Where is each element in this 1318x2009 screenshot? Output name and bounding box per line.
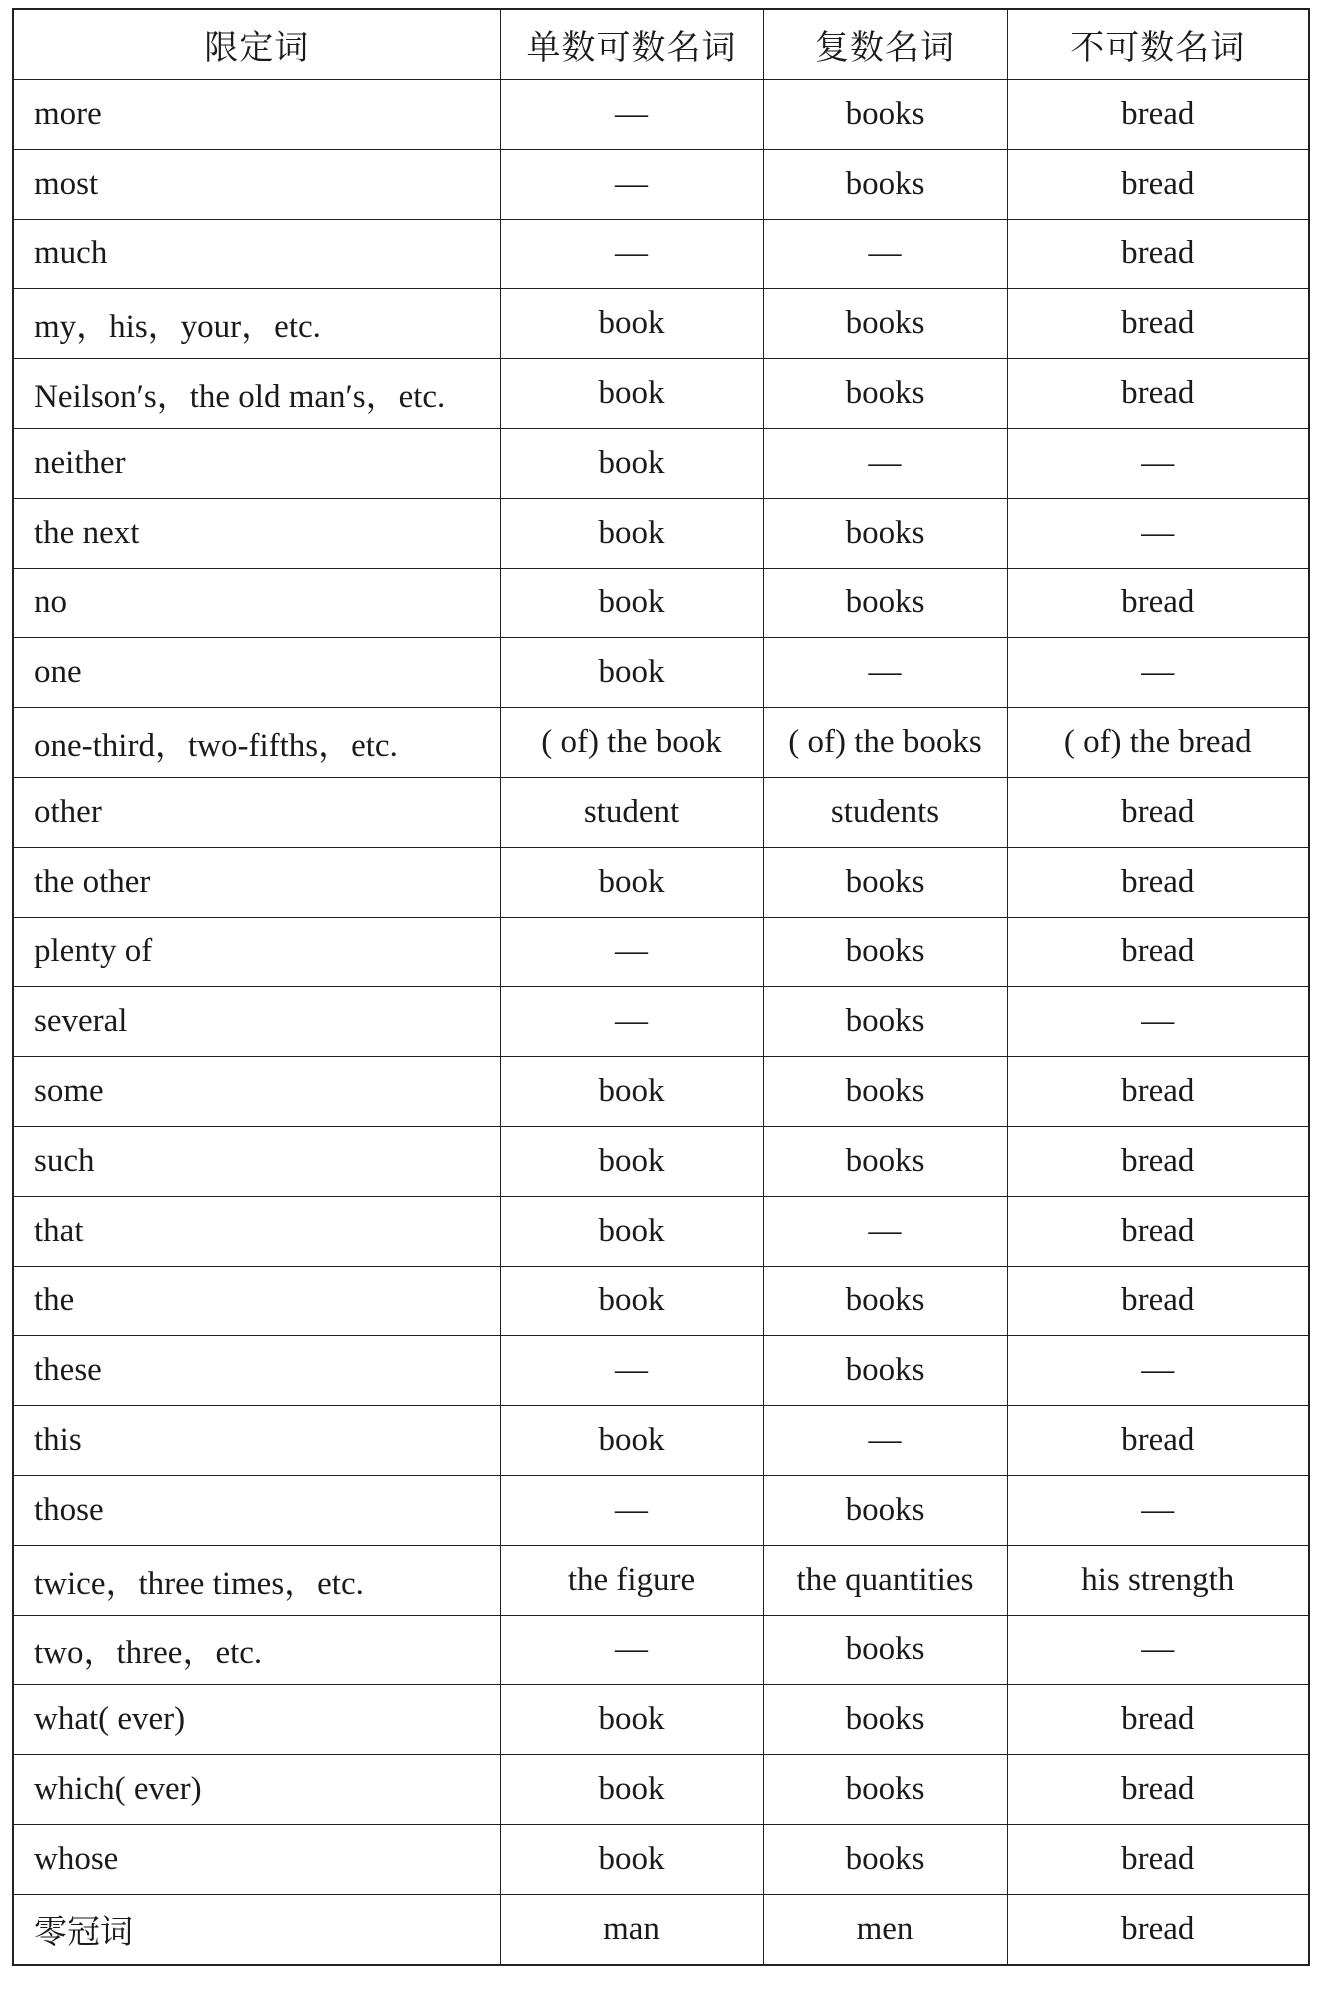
table-row — [13, 917, 1309, 987]
cell-plural: books — [763, 847, 1007, 917]
cell-plural: books — [763, 1475, 1007, 1545]
cell-uncountable: bread — [1007, 777, 1309, 847]
cell-uncountable: bread — [1007, 1126, 1309, 1196]
cell-determiner: plenty of — [13, 917, 500, 987]
table-row — [13, 777, 1309, 847]
cell-singular-countable: man — [500, 1894, 763, 1964]
cell-singular-countable: — — [500, 1615, 763, 1685]
cell-determiner: those — [13, 1475, 500, 1545]
cell-determiner: the other — [13, 847, 500, 917]
determiner-table-container — [12, 8, 1308, 1966]
cell-determiner: most — [13, 149, 500, 219]
cell-singular-countable: book — [500, 1266, 763, 1336]
cell-singular-countable: student — [500, 777, 763, 847]
table-row — [13, 1545, 1309, 1615]
cell-uncountable: bread — [1007, 149, 1309, 219]
header-singular-countable: 单数可数名词 — [500, 9, 763, 80]
cell-uncountable: bread — [1007, 1685, 1309, 1755]
header-determiner: 限定词 — [13, 9, 500, 80]
cell-plural: men — [763, 1894, 1007, 1964]
cell-determiner: several — [13, 987, 500, 1057]
cell-singular-countable: — — [500, 917, 763, 987]
cell-uncountable: bread — [1007, 1266, 1309, 1336]
table-header — [13, 9, 1309, 80]
cell-plural: books — [763, 1126, 1007, 1196]
cell-determiner: some — [13, 1057, 500, 1127]
table-row — [13, 1057, 1309, 1127]
cell-determiner: the — [13, 1266, 500, 1336]
cell-singular-countable: — — [500, 80, 763, 150]
cell-determiner: two，three，etc. — [13, 1615, 500, 1685]
cell-singular-countable: the figure — [500, 1545, 763, 1615]
table-row — [13, 1824, 1309, 1894]
cell-singular-countable: book — [500, 359, 763, 429]
cell-singular-countable: book — [500, 1406, 763, 1476]
cell-singular-countable: book — [500, 1057, 763, 1127]
cell-uncountable: his strength — [1007, 1545, 1309, 1615]
cell-singular-countable: book — [500, 428, 763, 498]
cell-determiner: which( ever) — [13, 1755, 500, 1825]
table-row — [13, 987, 1309, 1057]
cell-uncountable: — — [1007, 638, 1309, 708]
cell-plural: books — [763, 289, 1007, 359]
table-row — [13, 289, 1309, 359]
cell-uncountable: bread — [1007, 359, 1309, 429]
cell-singular-countable: — — [500, 149, 763, 219]
table-row — [13, 708, 1309, 778]
cell-determiner: more — [13, 80, 500, 150]
cell-plural: books — [763, 1336, 1007, 1406]
table-row — [13, 1894, 1309, 1964]
cell-plural: books — [763, 1685, 1007, 1755]
cell-plural: books — [763, 149, 1007, 219]
cell-plural: books — [763, 568, 1007, 638]
cell-determiner: my，his，your，etc. — [13, 289, 500, 359]
cell-plural: books — [763, 987, 1007, 1057]
cell-uncountable: bread — [1007, 289, 1309, 359]
cell-determiner: these — [13, 1336, 500, 1406]
table-row — [13, 1196, 1309, 1266]
cell-plural: — — [763, 638, 1007, 708]
cell-uncountable: bread — [1007, 219, 1309, 289]
table-row — [13, 498, 1309, 568]
table-row — [13, 80, 1309, 150]
cell-plural: books — [763, 1266, 1007, 1336]
cell-determiner: what( ever) — [13, 1685, 500, 1755]
table-row — [13, 638, 1309, 708]
cell-uncountable: bread — [1007, 917, 1309, 987]
cell-uncountable: bread — [1007, 847, 1309, 917]
table-row — [13, 1266, 1309, 1336]
table-row — [13, 149, 1309, 219]
cell-plural: books — [763, 1615, 1007, 1685]
cell-plural: books — [763, 359, 1007, 429]
table-row — [13, 1615, 1309, 1685]
cell-uncountable: — — [1007, 1475, 1309, 1545]
header-row — [13, 9, 1309, 80]
cell-singular-countable: ( of) the book — [500, 708, 763, 778]
cell-determiner: much — [13, 219, 500, 289]
cell-singular-countable: book — [500, 1755, 763, 1825]
cell-determiner: no — [13, 568, 500, 638]
cell-determiner: such — [13, 1126, 500, 1196]
table-row — [13, 847, 1309, 917]
cell-plural: books — [763, 498, 1007, 568]
cell-singular-countable: — — [500, 219, 763, 289]
table-row — [13, 1685, 1309, 1755]
table-row — [13, 219, 1309, 289]
cell-determiner: this — [13, 1406, 500, 1476]
determiner-table — [12, 8, 1310, 1966]
cell-uncountable: — — [1007, 1336, 1309, 1406]
cell-singular-countable: book — [500, 498, 763, 568]
cell-uncountable: bread — [1007, 568, 1309, 638]
cell-plural: — — [763, 1196, 1007, 1266]
cell-uncountable: bread — [1007, 1196, 1309, 1266]
cell-plural: ( of) the books — [763, 708, 1007, 778]
cell-plural: books — [763, 917, 1007, 987]
cell-determiner: twice，three times，etc. — [13, 1545, 500, 1615]
cell-plural: students — [763, 777, 1007, 847]
cell-plural: books — [763, 80, 1007, 150]
cell-determiner: 零冠词 — [13, 1894, 500, 1964]
table-body — [13, 80, 1309, 1965]
cell-determiner: that — [13, 1196, 500, 1266]
cell-singular-countable: book — [500, 638, 763, 708]
cell-determiner: one — [13, 638, 500, 708]
cell-singular-countable: — — [500, 987, 763, 1057]
cell-uncountable: bread — [1007, 1894, 1309, 1964]
cell-determiner: neither — [13, 428, 500, 498]
table-row — [13, 1336, 1309, 1406]
header-uncountable: 不可数名词 — [1007, 9, 1309, 80]
table-row — [13, 428, 1309, 498]
cell-singular-countable: — — [500, 1475, 763, 1545]
cell-plural: — — [763, 219, 1007, 289]
table-row — [13, 1755, 1309, 1825]
cell-uncountable: — — [1007, 987, 1309, 1057]
cell-singular-countable: — — [500, 1336, 763, 1406]
cell-plural: the quantities — [763, 1545, 1007, 1615]
table-row — [13, 1126, 1309, 1196]
cell-determiner: the next — [13, 498, 500, 568]
cell-uncountable: bread — [1007, 1406, 1309, 1476]
cell-singular-countable: book — [500, 1126, 763, 1196]
cell-uncountable: ( of) the bread — [1007, 708, 1309, 778]
cell-singular-countable: book — [500, 1685, 763, 1755]
cell-uncountable: bread — [1007, 1057, 1309, 1127]
cell-singular-countable: book — [500, 1196, 763, 1266]
cell-determiner: one-third，two-fifths，etc. — [13, 708, 500, 778]
cell-singular-countable: book — [500, 289, 763, 359]
table-row — [13, 1475, 1309, 1545]
cell-uncountable: bread — [1007, 1824, 1309, 1894]
cell-plural: books — [763, 1824, 1007, 1894]
table-row — [13, 568, 1309, 638]
cell-uncountable: — — [1007, 498, 1309, 568]
cell-uncountable: — — [1007, 1615, 1309, 1685]
header-plural: 复数名词 — [763, 9, 1007, 80]
cell-singular-countable: book — [500, 1824, 763, 1894]
cell-plural: books — [763, 1755, 1007, 1825]
cell-singular-countable: book — [500, 847, 763, 917]
cell-determiner: Neilson′s，the old man′s，etc. — [13, 359, 500, 429]
table-row — [13, 1406, 1309, 1476]
cell-plural: — — [763, 1406, 1007, 1476]
cell-uncountable: bread — [1007, 1755, 1309, 1825]
cell-determiner: other — [13, 777, 500, 847]
table-row — [13, 359, 1309, 429]
cell-uncountable: — — [1007, 428, 1309, 498]
cell-plural: books — [763, 1057, 1007, 1127]
cell-plural: — — [763, 428, 1007, 498]
cell-uncountable: bread — [1007, 80, 1309, 150]
cell-determiner: whose — [13, 1824, 500, 1894]
cell-singular-countable: book — [500, 568, 763, 638]
